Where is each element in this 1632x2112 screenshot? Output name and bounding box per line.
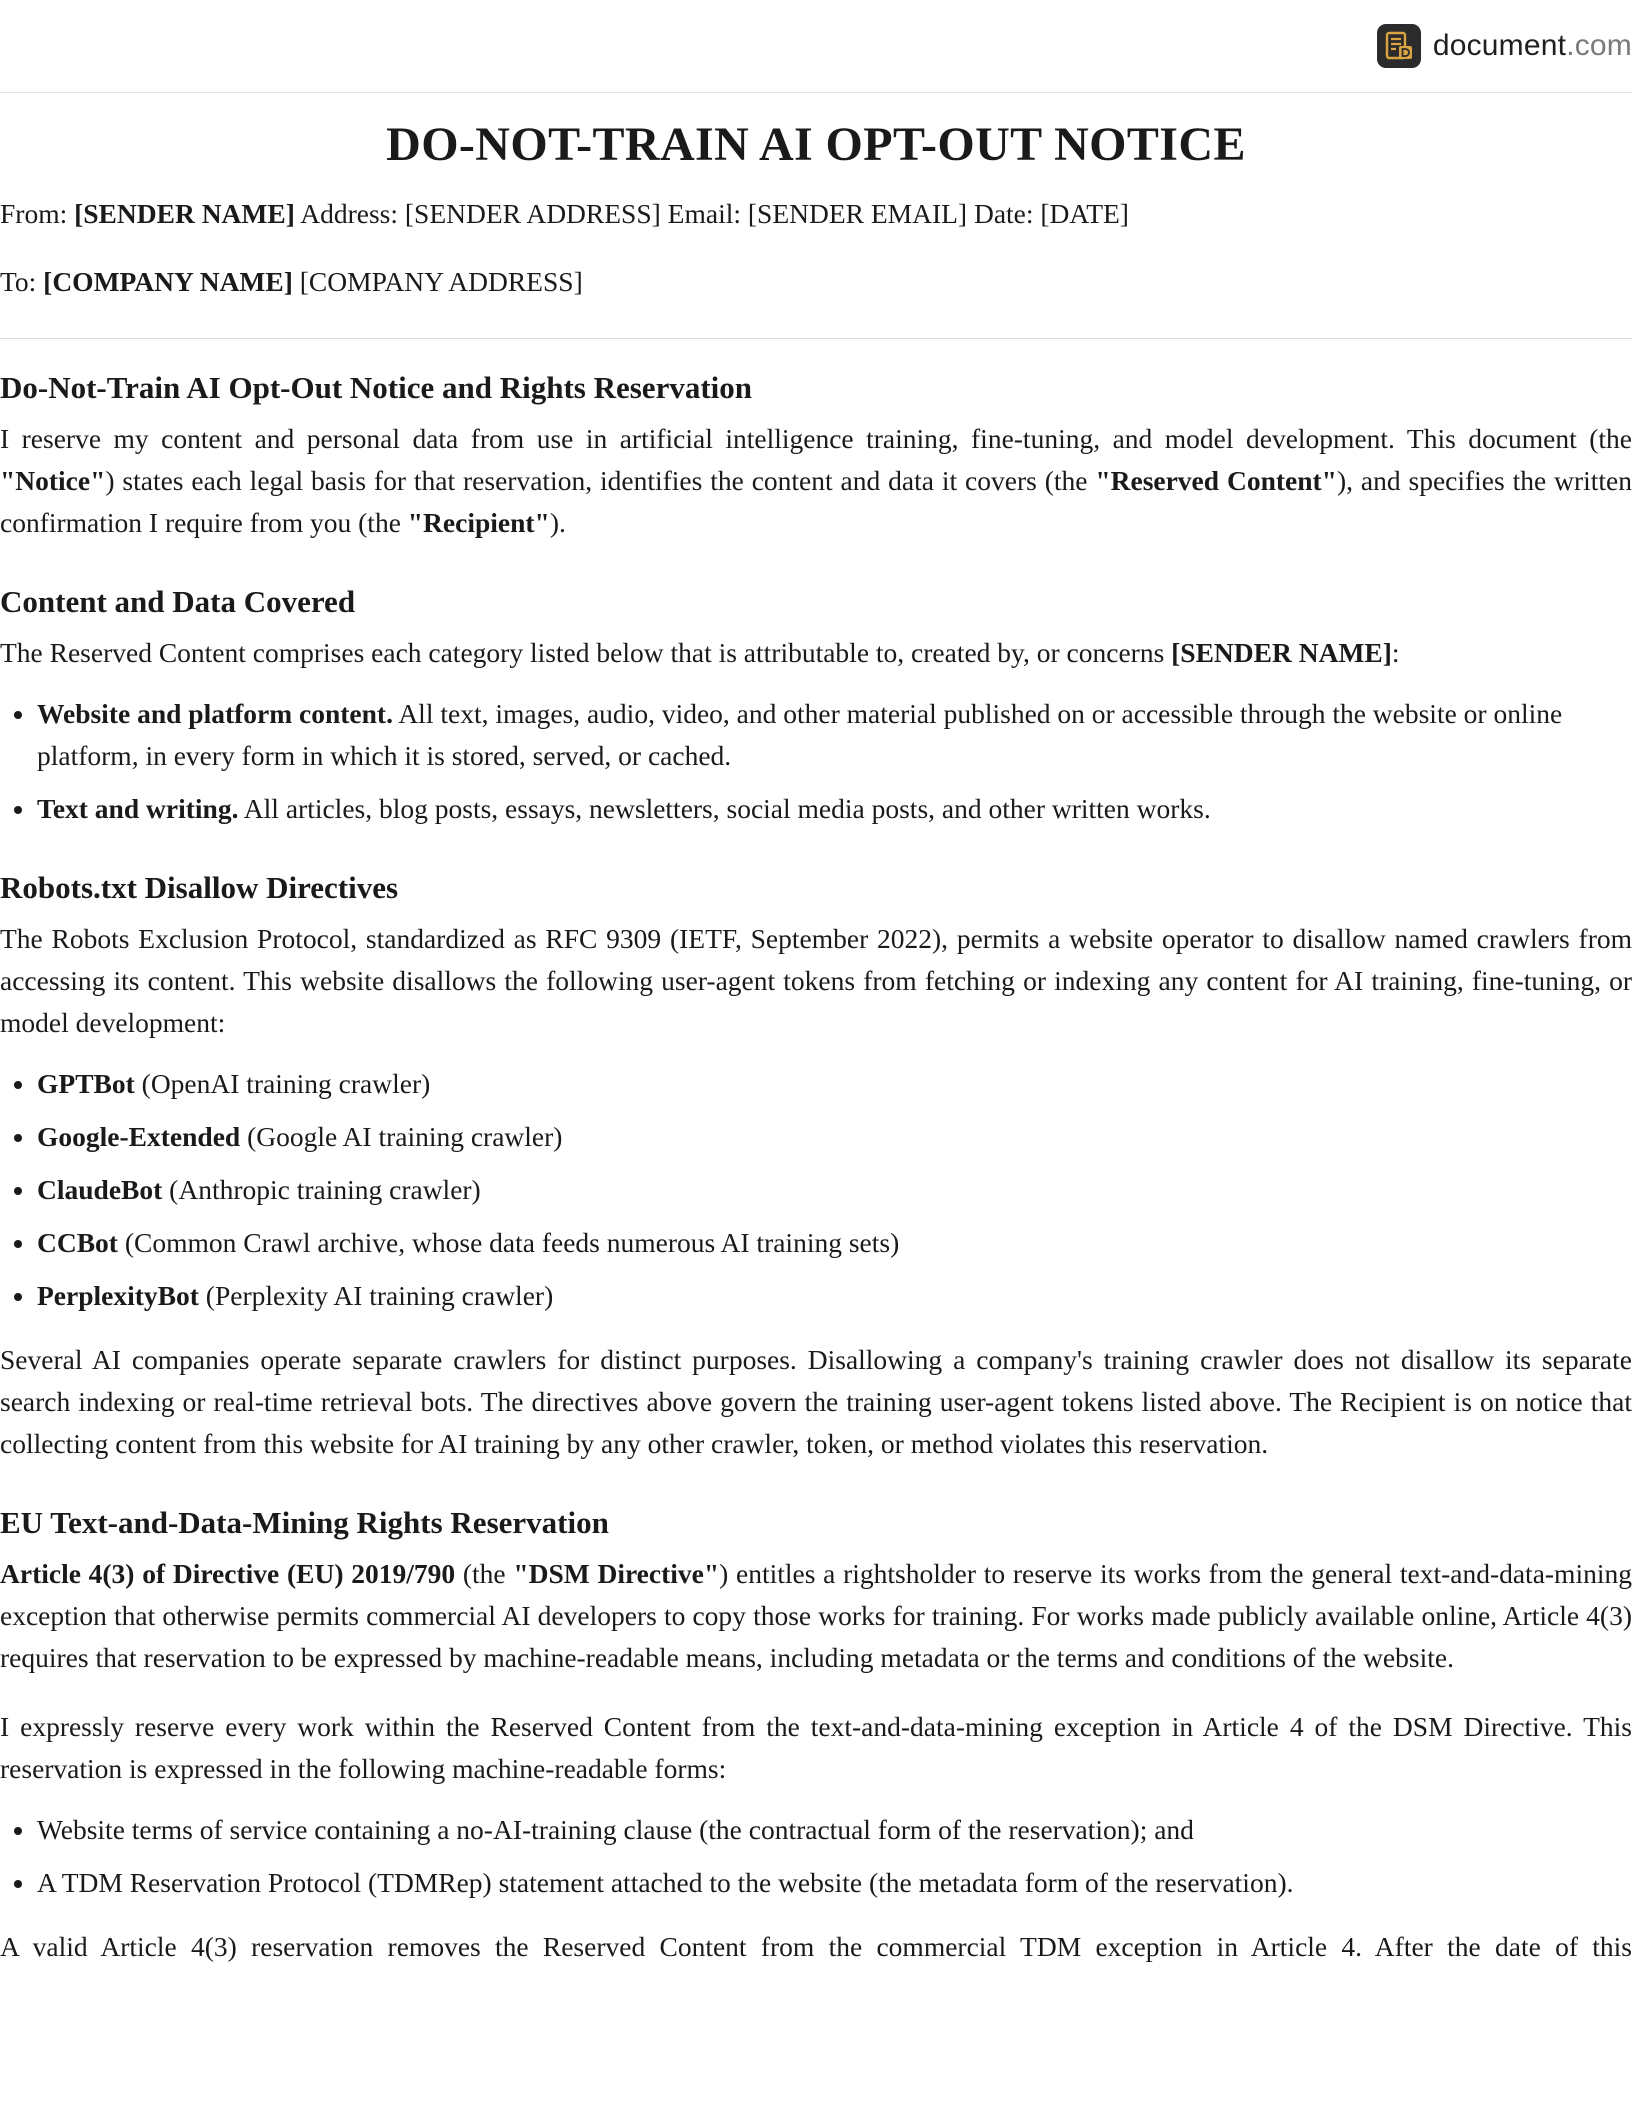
crawler-token: ClaudeBot <box>37 1174 163 1205</box>
robots-intro: The Robots Exclusion Protocol, standardized as RFC 9309 (IETF, September 2022), permits a website operator to disallow named crawlers from accessing its content. This website disallows the following user-agent tokens from fetching or indexing any content for AI training, fine-tuning, or model development: <box>0 923 1632 1038</box>
from-line <box>0 193 1632 235</box>
text-run: ) states each legal basis for that reservation, identifies the content and data it covers (the <box>105 465 1096 496</box>
list-item <box>37 1222 1632 1264</box>
text-run: : <box>1391 637 1400 668</box>
item-text: All articles, blog posts, essays, newsletters, social media posts, and other written works. <box>238 793 1211 824</box>
crawler-token: GPTBot <box>37 1068 135 1099</box>
item-text: All text, images, audio, video, and other material published on or accessible through the website or online platform, in every form in which it is stored, served, or cached. <box>37 698 1563 771</box>
list-item <box>37 1275 1632 1317</box>
defined-term: "Notice" <box>0 465 106 496</box>
list-item: • A TDM Reservation Protocol (TDMRep) statement attached to the website (the metadata form of the reservation). <box>37 1862 1632 1904</box>
eu-paragraph-2: I expressly reserve every work within the Reserved Content from the text-and-data-mining exception in Article 4 of the DSM Directive. This reservation is expressed in the following machine-readable forms: <box>0 1711 1632 1784</box>
from-label: From: <box>0 198 68 229</box>
brand-wordmark <box>1433 31 1632 61</box>
defined-term: "DSM Directive" <box>513 1558 720 1589</box>
robots-after-paragraph: Several AI companies operate separate crawlers for distinct purposes. Disallowing a company's training crawler does not disallow its separate search indexing or real-time retrieval bots. The directives above govern the training user-agent tokens listed above. The Recipient is on notice that collecting content from this website for AI training by any other crawler, token, or method violates this reservation. <box>0 1344 1632 1459</box>
to-details: [COMPANY ADDRESS] <box>292 266 583 297</box>
notice-paragraph <box>0 418 1632 544</box>
section-heading-eu-tdm: EU Text-and-Data-Mining Rights Reservation <box>0 1505 609 1540</box>
text-run: I reserve my content and personal data from use in artificial intelligence training, fine-tuning, and model development. This document (the <box>0 423 1632 454</box>
brand-tld: .com <box>1566 29 1632 62</box>
article-reference: Article 4(3) of Directive (EU) 2019/790 <box>0 1558 456 1589</box>
crawler-token: CCBot <box>37 1227 118 1258</box>
content-list <box>0 693 1632 830</box>
crawler-token: Google-Extended <box>37 1121 241 1152</box>
crawler-description: (Perplexity AI training crawler) <box>198 1280 554 1311</box>
to-line <box>0 261 1632 303</box>
text-run: ). <box>549 507 566 538</box>
sender-name: [SENDER NAME] <box>74 198 295 229</box>
header-divider <box>0 338 1632 339</box>
crawler-list <box>0 1063 1632 1317</box>
section-heading-content: Content and Data Covered <box>0 584 356 619</box>
to-label: To: <box>0 266 37 297</box>
sender-name: [SENDER NAME] <box>1171 637 1392 668</box>
eu-paragraph-1 <box>0 1553 1632 1679</box>
document-logo-icon <box>1377 24 1421 68</box>
company-name: [COMPANY NAME] <box>43 266 293 297</box>
section-heading-robots: Robots.txt Disallow Directives <box>0 870 399 905</box>
text-run: ) entitles a rightsholder to reserve its works from the general text-and-data-mining exception that otherwise permits commercial AI developers to copy those works for training. For works made publicly available online, Article 4(3) requires that reservation to be expressed by machine-readable means, including metadata or the terms and conditions of the website. <box>0 1558 1632 1673</box>
eu-paragraph-3: A valid Article 4(3) reservation removes the Reserved Content from the commercial TDM exception in Article 4. After the date of this <box>0 1931 1632 1962</box>
crawler-token: PerplexityBot <box>37 1280 199 1311</box>
item-term: Text and writing. <box>37 793 239 824</box>
brand-name: document <box>1432 29 1567 62</box>
defined-term: "Reserved Content" <box>1095 465 1337 496</box>
document-title: DO-NOT-TRAIN AI OPT-OUT NOTICE <box>386 118 1246 171</box>
list-item <box>37 788 1632 830</box>
item-term: Website and platform content. <box>37 698 393 729</box>
list-item <box>37 1063 1632 1105</box>
brand-logo[interactable] <box>1377 24 1632 68</box>
crawler-description: (Anthropic training crawler) <box>162 1174 481 1205</box>
list-item <box>37 1116 1632 1158</box>
crawler-description: (OpenAI training crawler) <box>134 1068 431 1099</box>
list-item: • Website terms of service containing a no-AI-training clause (the contractual form of the reservation); and <box>37 1809 1632 1851</box>
list-item <box>37 693 1632 777</box>
text-run: The Reserved Content comprises each category listed below that is attributable to, created by, or concerns <box>0 637 1172 668</box>
defined-term: "Recipient" <box>407 507 550 538</box>
list-item <box>37 1169 1632 1211</box>
from-details: Address: [SENDER ADDRESS] Email: [SENDER EMAIL] Date: [DATE] <box>294 198 1129 229</box>
content-intro <box>0 632 1632 674</box>
document-body <box>0 113 1632 1968</box>
header-bar <box>0 0 1632 93</box>
crawler-description: (Common Crawl archive, whose data feeds numerous AI training sets) <box>117 1227 900 1258</box>
section-heading-notice: Do-Not-Train AI Opt-Out Notice and Rights Reservation <box>0 370 753 405</box>
text-run: ), and specifies the written confirmation I require from you (the <box>0 465 1632 538</box>
text-run: (the <box>455 1558 514 1589</box>
reservation-forms-list <box>0 1809 1632 1904</box>
crawler-description: (Google AI training crawler) <box>240 1121 563 1152</box>
